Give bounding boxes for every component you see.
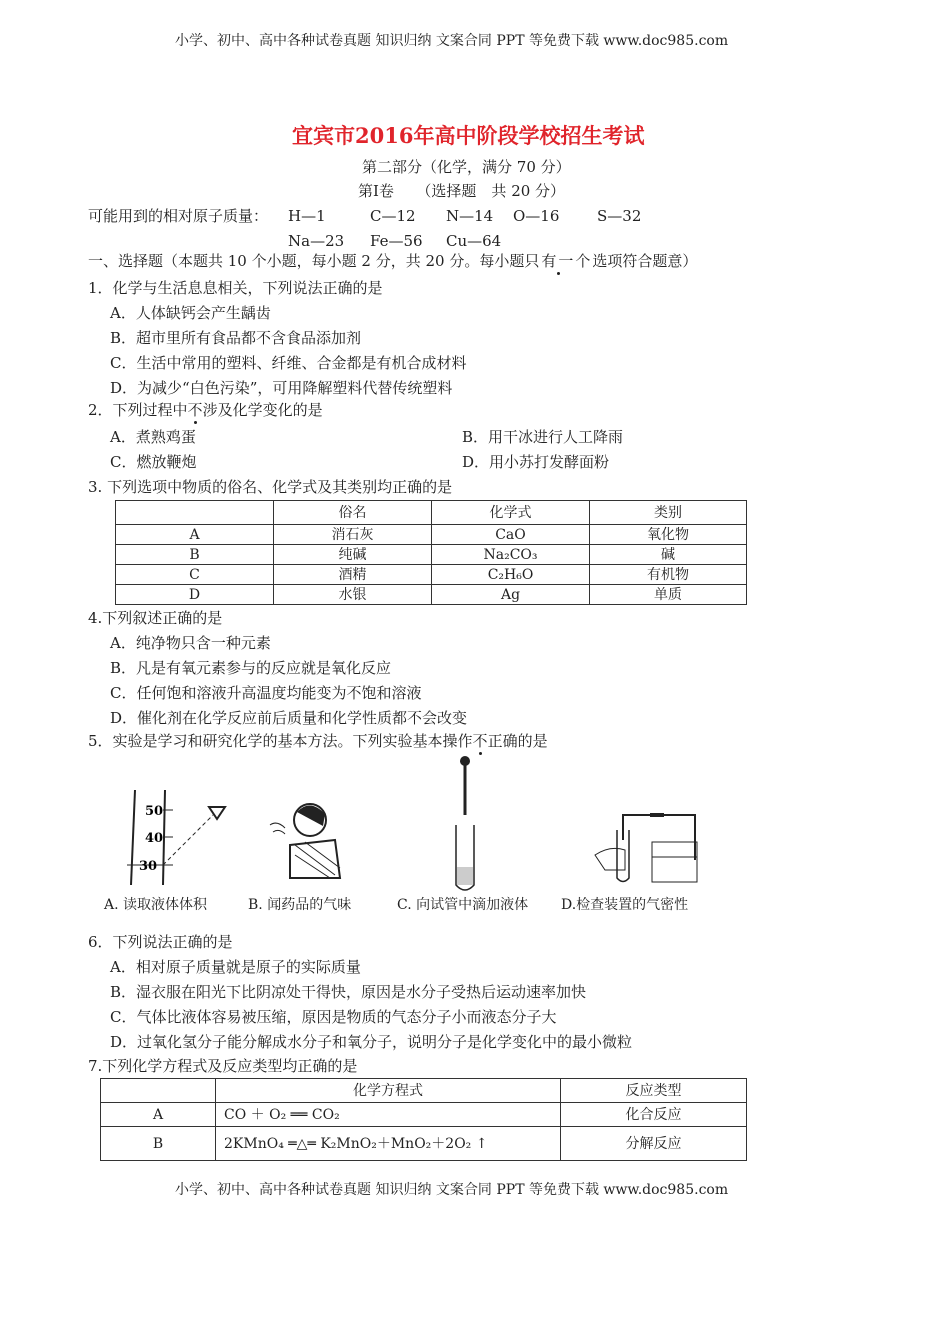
scale-label: 50	[145, 804, 164, 819]
question-stem	[88, 400, 323, 420]
equation-cell: 2KMnO₄ ═△═ K₂MnO₂＋MnO₂＋2O₂ ↑	[216, 1127, 561, 1161]
cell: CaO	[432, 525, 590, 545]
section-heading	[88, 251, 697, 271]
option: D．催化剂在化学反应前后质量和化学性质都不会改变	[110, 709, 468, 727]
text: 涉及化学变化的是	[202, 401, 323, 419]
cell: 消石灰	[274, 525, 432, 545]
header-cell: 化学方程式	[216, 1079, 561, 1103]
smelling-figure	[265, 800, 345, 880]
cell: 纯碱	[274, 545, 432, 565]
cell: B	[101, 1127, 216, 1161]
option: D．过氧化氢分子能分解成水分子和氧分子，说明分子是化学变化中的最小微粒	[110, 1033, 633, 1051]
option: A．煮熟鸡蛋	[110, 428, 196, 446]
exam-title: 宜宾市2016年高中阶段学校招生考试	[292, 123, 645, 148]
cell: 有机物	[590, 565, 747, 585]
q3-table	[115, 500, 747, 605]
question-stem	[88, 731, 548, 751]
option: B．用干冰进行人工降雨	[462, 428, 624, 446]
option: B．凡是有氧元素参与的反应就是氧化反应	[110, 659, 392, 677]
header-cell	[101, 1079, 216, 1103]
cell: 水银	[274, 585, 432, 605]
emphasis: 不	[187, 401, 203, 419]
text: 正确的是	[487, 732, 548, 750]
cell: D	[116, 585, 274, 605]
cell: Ag	[432, 585, 590, 605]
emphasis: 只有一个	[524, 252, 593, 270]
cell: C₂H₆O	[432, 565, 590, 585]
cell: 分解反应	[561, 1127, 747, 1161]
figure-caption: D.检查装置的气密性	[561, 897, 689, 913]
mass-item: S—32	[597, 207, 642, 225]
question-stem: 7.下列化学方程式及反应类型均正确的是	[88, 1057, 358, 1075]
mass-item: N—14	[446, 207, 494, 225]
masses-label: 可能用到的相对原子质量：	[88, 207, 269, 225]
cell: 碱	[590, 545, 747, 565]
option: C．任何饱和溶液升高温度均能变为不饱和溶液	[110, 684, 422, 702]
scale-label: 40	[145, 831, 164, 846]
page-footer: 小学、初中、高中各种试卷真题 知识归纳 文案合同 PPT 等免费下载 www.doc985.com	[175, 1182, 729, 1198]
table-row	[116, 585, 747, 605]
cylinder-reading-figure	[125, 785, 235, 890]
scale-label: 30	[139, 859, 158, 874]
table-row	[116, 525, 747, 545]
cell: Na₂CO₃	[432, 545, 590, 565]
option: C．燃放鞭炮	[110, 453, 197, 471]
text: 一、选择题（本题共 10 个小题，每小题 2 分，共 20 分。每小题	[88, 252, 525, 270]
mass-item: Cu—64	[446, 232, 502, 250]
cell: 化合反应	[561, 1103, 747, 1127]
option: D．为减少“白色污染”，可用降解塑料代替传统塑料	[110, 379, 453, 397]
mass-item: C—12	[370, 207, 416, 225]
table-row	[116, 565, 747, 585]
header-cell	[116, 501, 274, 525]
question-stem: 3. 下列选项中物质的俗名、化学式及其类别均正确的是	[88, 478, 453, 496]
cell: C	[116, 565, 274, 585]
text: 选项符合题意）	[592, 252, 698, 270]
mass-item: Na—23	[288, 232, 345, 250]
header-cell: 类别	[590, 501, 747, 525]
option: A．人体缺钙会产生龋齿	[110, 304, 271, 322]
header-cell: 俗名	[274, 501, 432, 525]
cell: A	[101, 1103, 216, 1127]
option: A．相对原子质量就是原子的实际质量	[110, 958, 361, 976]
question-stem: 6．下列说法正确的是	[88, 933, 233, 951]
table-row	[101, 1127, 747, 1161]
emphasis: 不	[472, 732, 488, 750]
question-stem: 4.下列叙述正确的是	[88, 609, 223, 627]
equation-cell: CO ＋ O₂ ══ CO₂	[216, 1103, 561, 1127]
cell: 氧化物	[590, 525, 747, 545]
cell: 单质	[590, 585, 747, 605]
q7-table	[100, 1078, 747, 1161]
cell: B	[116, 545, 274, 565]
option: D．用小苏打发酵面粉	[462, 453, 610, 471]
header-cell: 化学式	[432, 501, 590, 525]
text: 2．下列过程中	[88, 401, 188, 419]
subtitle-part: 第二部分（化学，满分 70 分）	[362, 158, 571, 176]
question-stem: 1．化学与生活息息相关，下列说法正确的是	[88, 279, 383, 297]
mass-item: O—16	[513, 207, 560, 225]
table-header-row	[101, 1079, 747, 1103]
subtitle-volume: 第Ⅰ卷 （选择题 共 20 分）	[358, 182, 566, 200]
figure-caption: A. 读取液体体积	[104, 897, 208, 913]
option: B．超市里所有食品都不含食品添加剂	[110, 329, 362, 347]
text: 5．实验是学习和研究化学的基本方法。下列实验基本操作	[88, 732, 473, 750]
option: C．生活中常用的塑料、纤维、合金都是有机合成材料	[110, 354, 467, 372]
table-row	[116, 545, 747, 565]
option: B．湿衣服在阳光下比阴凉处干得快，原因是水分子受热后运动速率加快	[110, 983, 587, 1001]
airtightness-figure	[590, 810, 705, 885]
figure-caption: B. 闻药品的气味	[248, 897, 352, 913]
header-cell: 反应类型	[561, 1079, 747, 1103]
page-header: 小学、初中、高中各种试卷真题 知识归纳 文案合同 PPT 等免费下载 www.doc985.com	[175, 33, 729, 49]
dropper-figure	[450, 755, 480, 895]
mass-item: H—1	[288, 207, 326, 225]
option: A．纯净物只含一种元素	[110, 634, 271, 652]
mass-item: Fe—56	[370, 232, 423, 250]
option: C．气体比液体容易被压缩，原因是物质的气态分子小而液态分子大	[110, 1008, 557, 1026]
figure-caption: C. 向试管中滴加液体	[397, 897, 529, 913]
table-header-row	[116, 501, 747, 525]
cell: 酒精	[274, 565, 432, 585]
table-row	[101, 1103, 747, 1127]
cell: A	[116, 525, 274, 545]
